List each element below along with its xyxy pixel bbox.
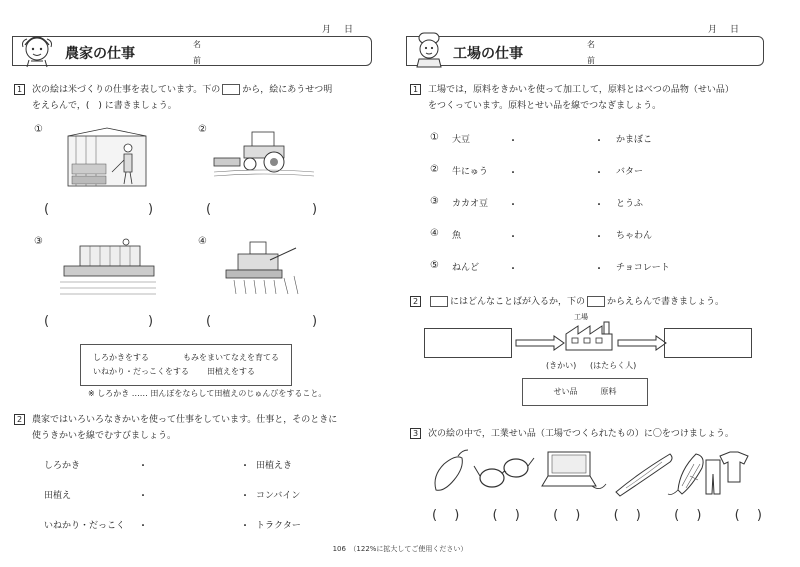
question-1-text: 工場では，原料をきかいを使って加工して，原料とはべつの品物（せい品） をつくっています。原料とせい品を線でつなぎましょう。 xyxy=(428,85,734,111)
corn-icon xyxy=(668,454,703,495)
match-dot[interactable]: ・ xyxy=(594,168,604,179)
choice-word: 田植えをする xyxy=(207,367,255,376)
right-page xyxy=(400,0,800,567)
match-right-item: 田植えき xyxy=(256,461,293,471)
answer-box-output[interactable] xyxy=(664,328,752,358)
match-dot[interactable]: ・ xyxy=(240,491,250,502)
note-text: ※ しろかき …… 田んぼをならして田植えのじゅんびをすること。 xyxy=(88,389,327,398)
choice-word: しろかきをする xyxy=(93,353,149,362)
question-1-text: 次の絵は米づくりの仕事を表しています。下の から，絵にあうせつ明 をえらんで，( ) に書きましょう。 xyxy=(32,85,333,111)
factory-worker-icon xyxy=(411,31,447,69)
seedling-house-picture xyxy=(66,128,150,190)
date-label: 月 日 xyxy=(708,25,742,35)
match-right-item: トラクター xyxy=(256,521,301,531)
list-item: ③ カカオ豆 ・ ・ とうふ xyxy=(430,196,644,211)
question-2-number: 2 xyxy=(14,414,25,425)
date-label: 月 日 xyxy=(322,25,356,35)
answer-blank[interactable]: ( ) xyxy=(674,508,702,523)
match-right-item: コンバイン xyxy=(256,491,301,501)
laptop-icon xyxy=(542,452,606,489)
match-dot[interactable]: ・ xyxy=(138,521,148,532)
question-1-number: 1 xyxy=(410,84,421,95)
choice-word: 原料 xyxy=(600,387,617,396)
question-2-number: 2 xyxy=(410,296,421,307)
answer-blank-4[interactable]: ( xyxy=(206,314,212,329)
picture-number-2: ② xyxy=(198,124,207,135)
arrow-right-icon xyxy=(618,336,666,350)
list-item: ④ 魚 ・ ・ ちゃわん xyxy=(430,228,653,243)
match-dot[interactable]: ・ xyxy=(508,200,518,211)
word-choice-box xyxy=(522,378,648,406)
answer-blank[interactable]: ( ) xyxy=(492,508,520,523)
match-dot[interactable]: ・ xyxy=(508,264,518,275)
question-3-text: 次の絵の中で，工業せい品（工場でつくられたもの）に〇をつけましょう。 xyxy=(428,429,734,439)
question-3-number: 3 xyxy=(410,428,421,439)
green-onion-icon xyxy=(616,454,672,496)
tractor-picture xyxy=(214,128,314,180)
match-dot[interactable]: ・ xyxy=(594,200,604,211)
match-dot[interactable]: ・ xyxy=(594,264,604,275)
list-item: ① 大豆 ・ ・ かまぼこ xyxy=(430,132,653,147)
choice-word: いねかり・だっこくをする xyxy=(93,367,189,376)
eggplant-icon xyxy=(435,450,468,490)
question-2-text: 農家ではいろいろなきかいを使って仕事をしています。仕事と，そのときに 使うきかいを線でむすびましょう。 xyxy=(32,415,338,441)
match-dot[interactable]: ・ xyxy=(594,232,604,243)
name-label-top: 名 xyxy=(587,40,595,49)
product-pictures xyxy=(430,446,770,500)
right-header xyxy=(406,36,764,66)
name-label-top: 名 xyxy=(193,40,201,49)
choice-word: せい品 xyxy=(553,387,578,396)
answer-blank[interactable]: ( ) xyxy=(613,508,641,523)
match-dot[interactable]: ・ xyxy=(508,136,518,147)
blank-box xyxy=(430,296,448,307)
footer-page-note: 106 （122%に拡大してご使用ください） xyxy=(332,545,468,553)
question-2-text: にはどんなことばが入るか，下の からえらんで書きましょう。 xyxy=(428,294,790,310)
picture-number-1: ① xyxy=(34,124,43,135)
blank-box xyxy=(587,296,605,307)
arrow-right-icon xyxy=(516,336,564,350)
match-dot[interactable]: ・ xyxy=(508,168,518,179)
farmer-girl-icon xyxy=(19,31,55,69)
match-left-item: いねかり・だっこく xyxy=(44,521,126,531)
glasses-icon xyxy=(474,458,534,487)
match-dot[interactable]: ・ xyxy=(138,461,148,472)
factory-icon xyxy=(564,322,614,352)
clothes-icon xyxy=(706,452,748,494)
choice-word: もみをまいてなえを育てる xyxy=(183,353,279,362)
picture-number-4: ④ xyxy=(198,236,207,247)
page-title: 農家の仕事 xyxy=(65,46,135,62)
list-item: ⑤ ねんど ・ ・ チョコレート xyxy=(430,260,670,275)
match-dot[interactable]: ・ xyxy=(240,521,250,532)
factory-label: 工場 xyxy=(574,313,588,321)
match-dot[interactable]: ・ xyxy=(508,232,518,243)
rice-planter-picture xyxy=(60,240,156,296)
answer-blank[interactable]: ( ) xyxy=(734,508,762,523)
answer-blank[interactable]: ( ) xyxy=(553,508,581,523)
left-page: 月 日 農家の仕事 名 前 1 次の絵は米づくりの仕事を表しています。下の から，絵にあうせつ明 をえらんで，( ) に書きましょう。 ① ② ( ) ( ) ③ ④ ( ) ( ) しろかきをする もみをまいてなえを育てる いねかり・だっこくをする 田植えをする ※ しろかき …… 田んぼをならして田植えのじゅんびをすること。 2 農家ではいろいろなきかいを使って仕事をしています。仕事と，そのときに 使うきかいを線でむすびましょう。 しろかき 田植え いねかり・だっこく ・ ・ ・ ・ ・ ・ 田植えき コンバイン トラクター xyxy=(0,0,400,567)
answer-blank-3[interactable]: ( xyxy=(44,314,50,329)
answer-blank[interactable]: ( ) xyxy=(432,508,460,523)
answer-blank-1[interactable]: ( xyxy=(44,202,50,217)
word-choice-box xyxy=(80,344,292,386)
blank-box xyxy=(222,84,240,95)
combine-harvester-picture xyxy=(224,240,304,296)
answer-blank-2[interactable]: ( xyxy=(206,202,212,217)
match-dot[interactable]: ・ xyxy=(594,136,604,147)
match-left-item: しろかき xyxy=(44,461,81,471)
picture-number-3: ③ xyxy=(34,236,43,247)
match-left-item: 田植え xyxy=(44,491,72,501)
question-1-number: 1 xyxy=(14,84,25,95)
answer-box-input[interactable] xyxy=(424,328,512,358)
name-label-bottom: 前 xyxy=(587,56,595,65)
worker-label: (はたらく人) xyxy=(590,361,637,370)
answer-paren-row xyxy=(432,504,762,523)
match-dot[interactable]: ・ xyxy=(138,491,148,502)
name-label-bottom: 前 xyxy=(193,56,201,65)
match-dot[interactable]: ・ xyxy=(240,461,250,472)
match-list xyxy=(430,132,770,292)
list-item: ② 牛にゅう ・ ・ バター xyxy=(430,164,644,179)
page-title: 工場の仕事 xyxy=(453,46,523,62)
machine-label: (きかい) xyxy=(546,361,577,370)
left-header xyxy=(12,36,372,66)
